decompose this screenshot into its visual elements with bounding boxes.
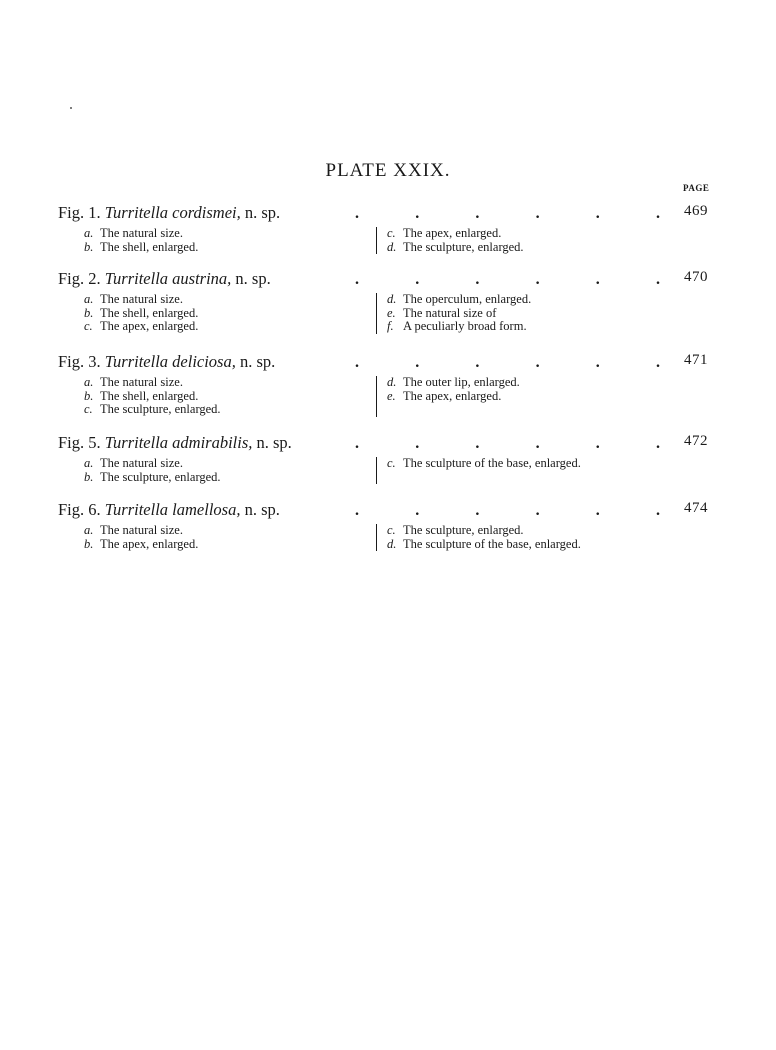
dot-leaders: . . . . . .	[355, 435, 660, 452]
dot-leaders: . . . . . .	[355, 354, 660, 371]
caption-letter: f.	[387, 319, 394, 333]
caption-text: The apex, enlarged.	[403, 388, 502, 403]
caption-item	[387, 457, 581, 471]
caption-text: The outer lip, enlarged.	[403, 375, 520, 389]
caption-text: The natural size.	[100, 292, 183, 306]
caption-item	[84, 307, 198, 321]
figure-heading	[58, 433, 292, 453]
caption-item	[84, 241, 198, 255]
species-suffix: n. sp.	[256, 433, 292, 452]
species-suffix: n. sp.	[244, 203, 281, 222]
dot-leaders: . . . . . .	[355, 502, 660, 519]
plate-title: PLATE XXIX.	[325, 160, 451, 181]
caption-letter: a.	[84, 292, 94, 306]
caption-text: The natural size.	[100, 456, 183, 470]
caption-letter: b.	[84, 388, 94, 403]
caption-item	[84, 471, 221, 485]
caption-item	[387, 227, 524, 241]
figure-heading	[58, 500, 280, 520]
caption-item	[84, 457, 221, 471]
caption-text: The apex, enlarged.	[100, 536, 199, 551]
species-suffix: n. sp.	[239, 352, 276, 371]
species-suffix: n. sp.	[244, 500, 280, 519]
caption-letter: a.	[84, 375, 94, 389]
figure-heading	[58, 352, 275, 372]
left-caption-column	[84, 227, 198, 254]
species-name: Turritella lamellosa,	[104, 500, 241, 519]
left-caption-column	[84, 457, 221, 484]
page-number: 471	[684, 352, 708, 368]
caption-text: A peculiarly broad form.	[403, 319, 527, 333]
species-name: Turritella austrina,	[104, 269, 232, 288]
caption-text: The natural size.	[100, 226, 183, 240]
caption-text: The sculpture of the base, enlarged.	[403, 456, 581, 470]
page-number: 470	[684, 269, 708, 285]
dot-leaders: . . . . . .	[355, 205, 660, 222]
page-number: 469	[684, 203, 708, 219]
species-name: Turritella deliciosa,	[104, 352, 236, 371]
caption-item	[387, 390, 520, 404]
caption-letter: e.	[387, 388, 396, 403]
page-number: 472	[684, 433, 708, 449]
caption-item	[387, 538, 581, 552]
species-suffix: n. sp.	[235, 269, 271, 288]
left-caption-column	[84, 293, 198, 334]
caption-text: The natural size of	[403, 305, 497, 320]
caption-text: The shell, enlarged.	[100, 388, 199, 403]
caption-text: The sculpture, enlarged.	[100, 402, 221, 416]
caption-letter: b.	[84, 239, 94, 254]
caption-letter: e.	[387, 305, 396, 320]
caption-item	[84, 403, 221, 417]
species-name: Turritella admirabilis,	[104, 433, 253, 452]
dot-leaders: . . . . . .	[355, 271, 660, 288]
caption-text: The natural size.	[100, 523, 183, 537]
caption-text: The sculpture, enlarged.	[403, 523, 524, 537]
caption-item	[387, 376, 520, 390]
right-caption-column	[376, 457, 581, 484]
caption-letter: a.	[84, 456, 94, 470]
figure-number: Fig. 3.	[58, 352, 101, 371]
caption-letter: b.	[84, 305, 94, 320]
caption-letter: c.	[84, 402, 93, 416]
left-caption-column	[84, 376, 221, 417]
caption-item	[387, 241, 524, 255]
caption-text: The sculpture of the base, enlarged.	[403, 536, 581, 551]
caption-item	[84, 376, 221, 390]
caption-item	[84, 538, 198, 552]
caption-text: The shell, enlarged.	[100, 305, 199, 320]
caption-item	[387, 320, 531, 334]
caption-item	[84, 293, 198, 307]
figure-number: Fig. 1.	[58, 203, 101, 222]
right-caption-column	[376, 227, 524, 254]
caption-item	[84, 227, 198, 241]
caption-letter: c.	[84, 319, 93, 333]
caption-item	[84, 390, 221, 404]
caption-letter: a.	[84, 523, 94, 537]
figure-number: Fig. 2.	[58, 269, 101, 288]
caption-letter: d.	[387, 239, 397, 254]
caption-item	[387, 293, 531, 307]
caption-letter: b.	[84, 536, 94, 551]
figure-number: Fig. 6.	[58, 500, 101, 519]
caption-text: The shell, enlarged.	[100, 239, 199, 254]
caption-letter: d.	[387, 375, 397, 389]
caption-text: The apex, enlarged.	[100, 319, 199, 333]
caption-letter: a.	[84, 226, 94, 240]
figure-heading	[58, 203, 280, 223]
stray-mark	[70, 107, 72, 109]
left-caption-column	[84, 524, 198, 551]
caption-item	[387, 524, 581, 538]
caption-item	[84, 524, 198, 538]
right-caption-column	[376, 293, 531, 334]
caption-text: The operculum, enlarged.	[403, 292, 532, 306]
caption-text: The natural size.	[100, 375, 183, 389]
caption-item	[84, 320, 198, 334]
right-caption-column	[376, 376, 520, 417]
page-number: 474	[684, 500, 708, 516]
caption-text: The apex, enlarged.	[403, 226, 502, 240]
right-caption-column	[376, 524, 581, 551]
caption-letter: b.	[84, 469, 94, 484]
caption-letter: c.	[387, 456, 396, 470]
figure-number: Fig. 5.	[58, 433, 101, 452]
caption-text: The sculpture, enlarged.	[403, 239, 524, 254]
species-name: Turritella cordismei,	[104, 203, 241, 222]
caption-letter: d.	[387, 536, 397, 551]
page-column-header: PAGE	[683, 183, 710, 193]
caption-letter: c.	[387, 226, 396, 240]
caption-letter: c.	[387, 523, 396, 537]
figure-heading	[58, 269, 271, 289]
caption-text: The sculpture, enlarged.	[100, 469, 221, 484]
caption-item	[387, 307, 531, 321]
caption-letter: d.	[387, 292, 397, 306]
